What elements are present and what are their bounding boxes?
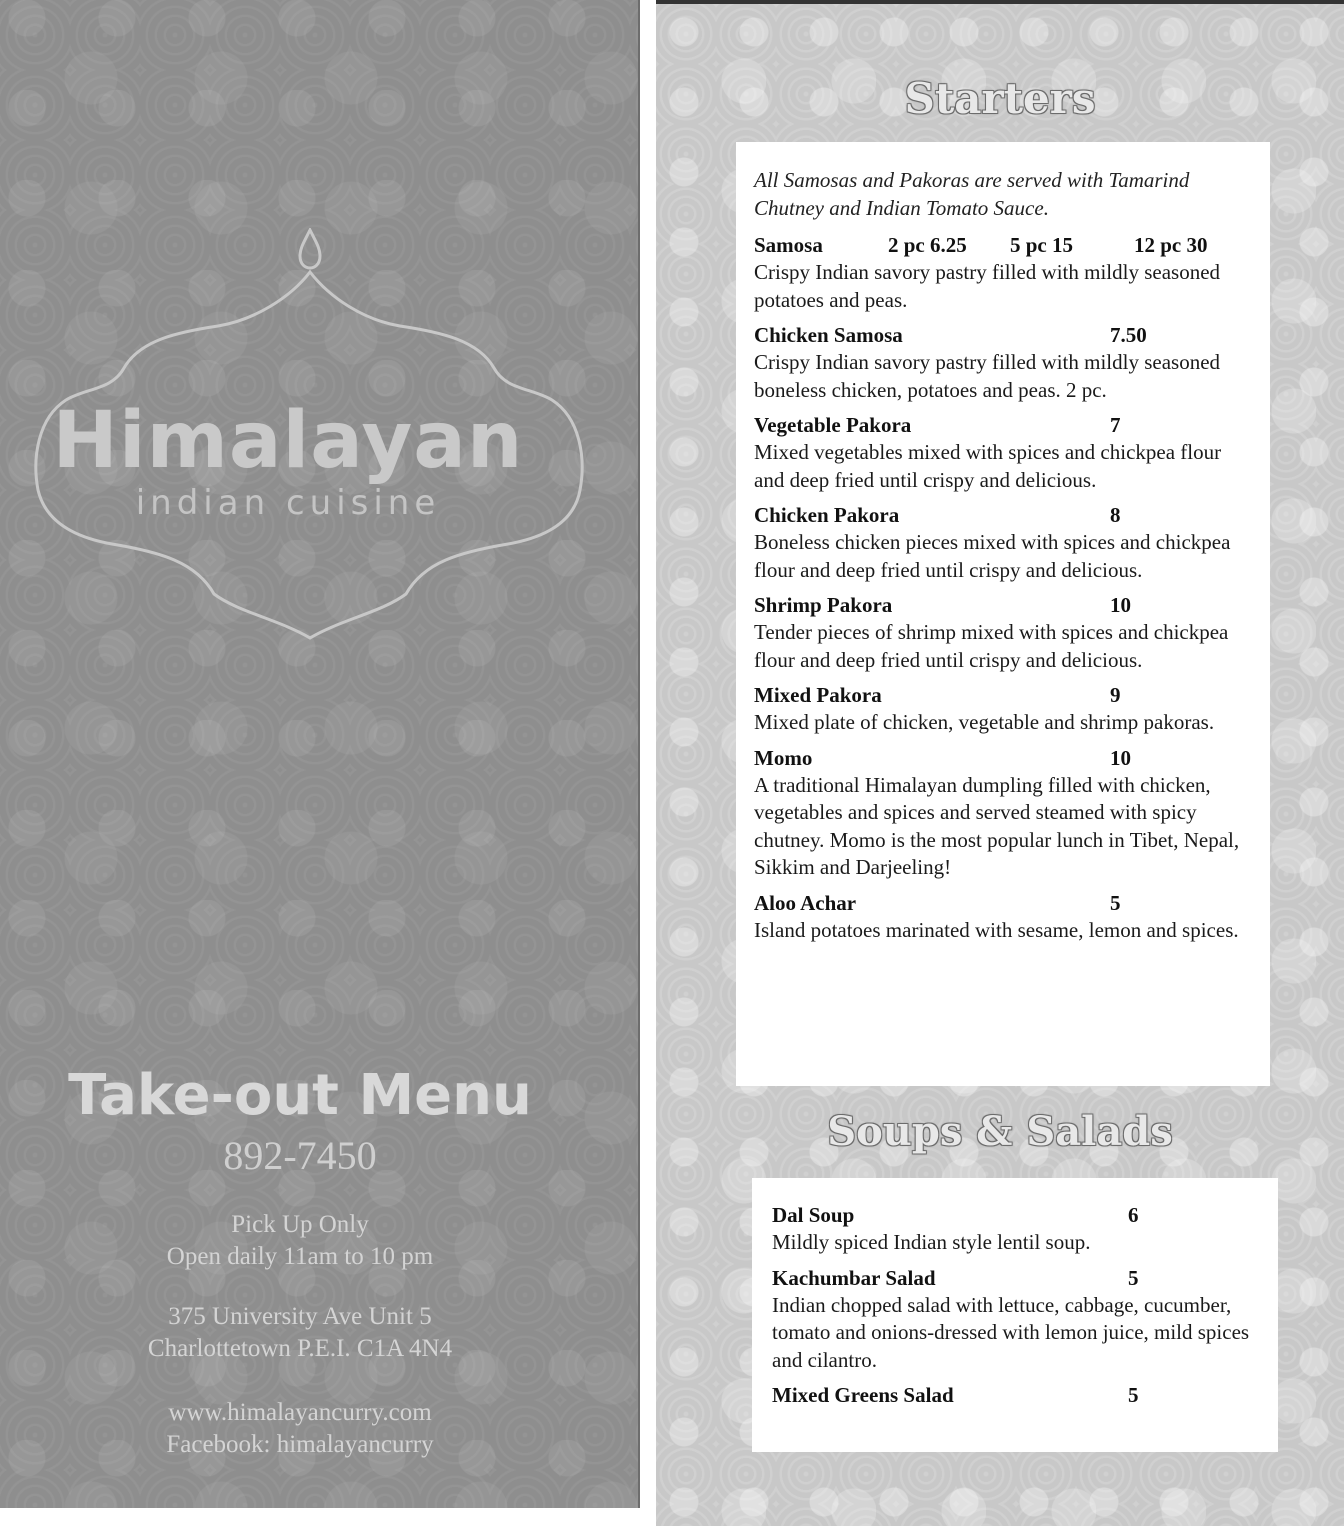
facebook-link[interactable]: Facebook: himalayancurry [166,1431,434,1458]
menu-item [754,322,1252,404]
menu-item [754,682,1252,737]
soups-box [752,1178,1278,1452]
pickup-text: Pick Up Only [231,1211,369,1238]
item-name: Mixed Pakora [754,683,882,707]
item-price: 8 [1110,503,1121,527]
menu-item [754,745,1252,882]
item-desc: Island potatoes marinated with sesame, lemon and spices. [754,917,1239,942]
starters-intro: All Samosas and Pakoras are served with Tamarind Chutney and Indian Tomato Sauce. [754,168,1190,220]
soups-title: Soups & Salads [827,1108,1173,1155]
item-desc: Mixed plate of chicken, vegetable and shrimp pakoras. [754,710,1215,734]
item-price: 10 [1110,593,1131,617]
item-name: Shrimp Pakora [754,593,893,617]
item-price: 9 [1110,683,1121,707]
logo-title: Himalayan [52,396,524,486]
menu-item [754,592,1252,674]
item-price: 6 [1128,1203,1139,1227]
item-desc: Mixed vegetables mixed with spices and chickpea flour and deep fried until crispy and delicious. [754,440,1222,492]
item-desc: Indian chopped salad with lettuce, cabbage, cucumber, tomato and onions-dressed with lemon juice, mild spices and cilantro. [772,1292,1250,1372]
menu-item-samosa [754,232,1252,314]
item-desc: Crispy Indian savory pastry filled with mildly seasoned potatoes and peas. [754,260,1221,312]
item-price: 10 [1110,745,1131,770]
menu-item [754,502,1252,584]
address-line2: Charlottetown P.E.I. C1A 4N4 [147,1335,453,1362]
menu-item [772,1382,1260,1409]
item-name: Aloo Achar [754,890,857,915]
item-name: Dal Soup [772,1203,855,1227]
item-name: Chicken Samosa [754,323,903,347]
starters-box [736,142,1270,1086]
menu-item [754,890,1252,945]
cover-panel [0,0,640,1508]
item-name: Momo [754,745,813,770]
item-name: Mixed Greens Salad [772,1383,954,1407]
item-price-2pc: 2 pc 6.25 [888,233,967,257]
item-price-12pc: 12 pc 30 [1134,233,1208,257]
hours-text: Open daily 11am to 10 pm [166,1243,434,1270]
address-line1: 375 University Ave Unit 5 [168,1303,432,1330]
item-desc: A traditional Himalayan dumpling filled with chicken, vegetables and spices and served steamed with spicy chutney. Momo is the most popular lunch in Tibet, Nepal, Sikkim and Darjeeling! [754,772,1240,879]
item-price: 7 [1110,413,1121,437]
item-desc: Tender pieces of shrimp mixed with spices and chickpea flour and deep fried until crispy and delicious. [754,620,1229,672]
item-desc: Boneless chicken pieces mixed with spices and chickpea flour and deep fried until crispy and delicious. [754,530,1231,582]
menu-item [754,412,1252,494]
item-price: 5 [1128,1265,1139,1290]
menu-item [772,1202,1260,1257]
item-price-5pc: 5 pc 15 [1010,233,1073,257]
item-desc: Mildly spiced Indian style lentil soup. [772,1230,1091,1254]
logo-subtitle: indian cuisine [135,483,441,523]
item-desc: Crispy Indian savory pastry filled with mildly seasoned boneless chicken, potatoes and peas. 2 pc. [754,350,1221,402]
starters-title: Starters [904,74,1096,123]
menu-item [772,1265,1260,1375]
item-name: Kachumbar Salad [772,1265,936,1290]
item-name: Vegetable Pakora [754,413,912,437]
item-price: 5 [1110,890,1121,915]
item-price: 5 [1128,1383,1139,1407]
item-name: Chicken Pakora [754,503,900,527]
takeout-title: Take-out Menu [68,1063,532,1128]
item-price: 7.50 [1110,323,1147,347]
website-link[interactable]: www.himalayancurry.com [168,1399,432,1426]
item-name: Samosa [754,233,823,257]
phone-number: 892-7450 [223,1133,377,1178]
